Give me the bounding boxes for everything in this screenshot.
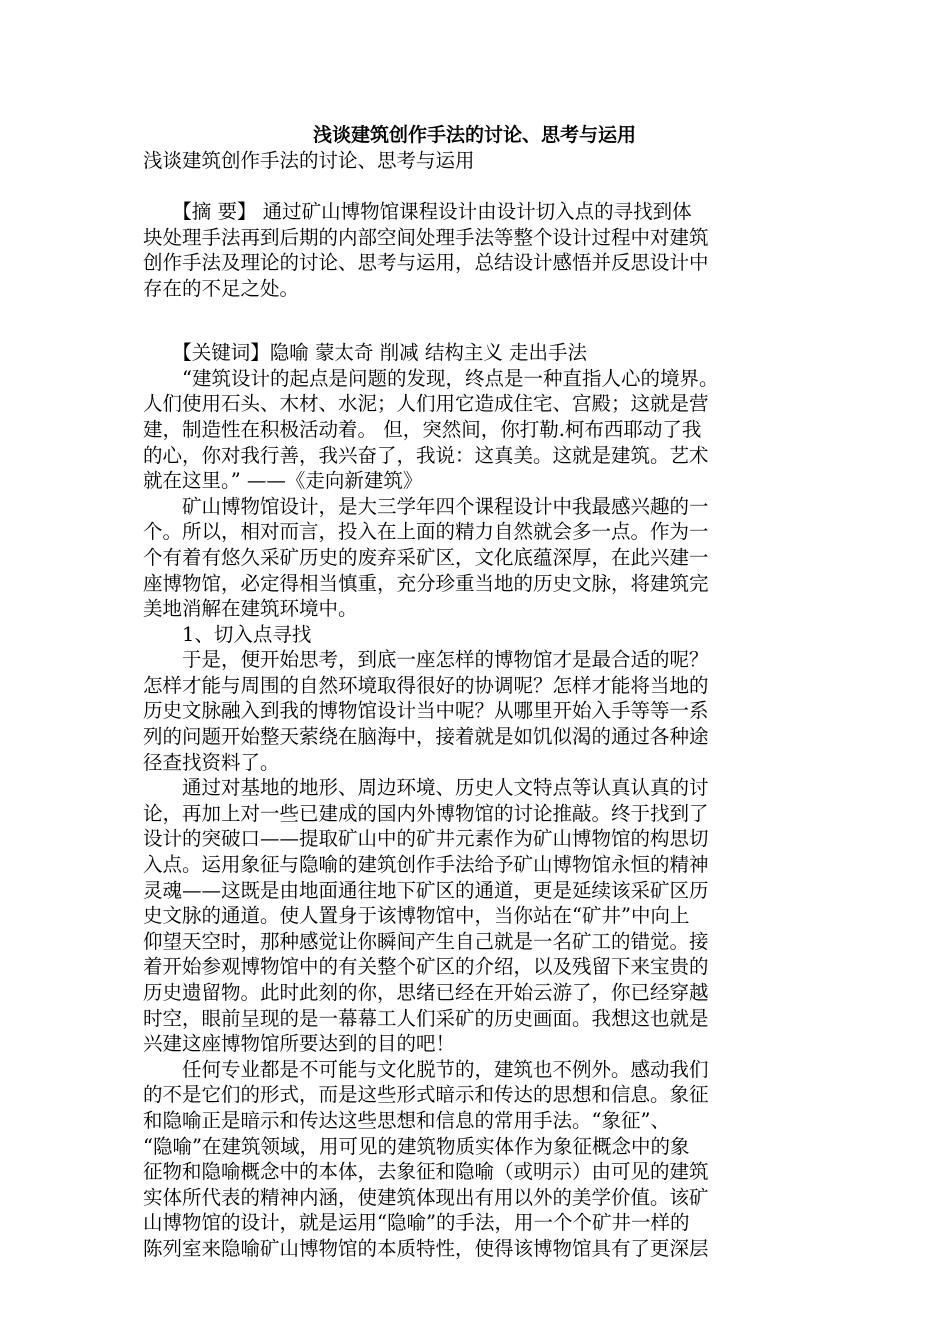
body-line: 个。所以，相对而言，投入在上面的精力自然就会多一点。作为一 <box>143 520 709 544</box>
document-title: 浅谈建筑创作手法的讨论、思考与运用 <box>312 124 636 146</box>
keywords-line: 【关键词】隐喻 蒙太奇 削减 结构主义 走出手法 <box>143 341 588 365</box>
body-line: 仰望天空时，那种感觉让你瞬间产生自己就是一名矿工的错觉。接 <box>143 929 709 953</box>
abstract-line: 块处理手法再到后期的内部空间处理手法等整个设计过程中对建筑 <box>143 225 709 249</box>
body-line: 矿山博物馆设计，是大三学年四个课程设计中我最感兴趣的一 <box>143 494 709 518</box>
paragraph-gap <box>143 302 806 328</box>
body-line: 列的问题开始整天萦绕在脑海中，接着就是如饥似渴的通过各种途 <box>143 725 709 749</box>
body-line: 就在这里。” ——《走向新建筑》 <box>143 469 423 493</box>
body-line: 论，再加上对一些已建成的国内外博物馆的讨论推敲。终于找到了 <box>143 801 709 825</box>
abstract-line: 存在的不足之处。 <box>143 276 300 300</box>
body-line: 史文脉的通道。使人置身于该博物馆中，当你站在“矿井”中向上 <box>143 904 690 928</box>
body-line: 历史文脉融入到我的博物馆设计当中呢？从哪里开始入手等等一系 <box>143 699 709 723</box>
body-line: 的心，你对我行善，我兴奋了，我说：这真美。这就是建筑。艺术 <box>143 443 709 467</box>
body-line: 设计的突破口——提取矿山中的矿井元素作为矿山博物馆的构思切 <box>143 827 709 851</box>
body-line: 实体所代表的精神内涵，使建筑体现出有用以外的美学价值。该矿 <box>143 1185 709 1209</box>
body-line: 陈列室来隐喻矿山博物馆的本质特性，使得该博物馆具有了更深层 <box>143 1236 709 1260</box>
body-line: “建筑设计的起点是问题的发现，终点是一种直指人心的境界。 <box>143 366 719 390</box>
body-line: 美地消解在建筑环境中。 <box>143 597 358 621</box>
body-line: 任何专业都是不可能与文化脱节的，建筑也不例外。感动我们 <box>143 1057 709 1081</box>
body-line: 时空，眼前呈现的是一幕幕工人们采矿的历史画面。我想这也就是 <box>143 1006 709 1030</box>
body-line: 和隐喻正是暗示和传达这些思想和信息的常用手法。“象征”、 <box>143 1108 670 1132</box>
abstract-block <box>143 199 806 301</box>
body-line: 怎样才能与周围的自然环境取得很好的协调呢？怎样才能将当地的 <box>143 673 709 697</box>
section-heading: 1、切入点寻找 <box>143 622 312 646</box>
body-line: 历史遗留物。此时此刻的你，思绪已经在开始云游了，你已经穿越 <box>143 981 709 1004</box>
body-line: 入点。运用象征与隐喻的建筑创作手法给予矿山博物馆永恒的精神 <box>143 853 709 877</box>
document-subtitle: 浅谈建筑创作手法的讨论、思考与运用 <box>143 149 475 172</box>
body-line: 通过对基地的地形、周边环境、历史人文特点等认真认真的讨 <box>143 776 709 800</box>
body-line: 灵魂——这既是由地面通往地下矿区的通道，更是延续该采矿区历 <box>143 878 709 902</box>
body-line: 人们使用石头、木材、水泥；人们用它造成住宅、宫殿；这就是营 <box>143 392 709 416</box>
paragraph-gap <box>143 327 806 340</box>
body-line: “隐喻”在建筑领域，用可见的建筑物质实体作为象征概念中的象 <box>143 1134 690 1158</box>
body-text <box>143 366 806 1262</box>
body-line: 个有着有悠久采矿历史的废弃采矿区，文化底蕴深厚，在此兴建一 <box>143 545 709 569</box>
body-line: 建，制造性在积极活动着。 但，突然间，你打勒.柯布西耶动了我 <box>143 417 702 441</box>
body-line: 的不是它们的形式，而是这些形式暗示和传达的思想和信息。象征 <box>143 1083 709 1107</box>
abstract-line: 【摘 要】 通过矿山博物馆课程设计由设计切入点的寻找到体 <box>143 200 692 224</box>
body-line: 于是，便开始思考，到底一座怎样的博物馆才是最合适的呢？ <box>143 648 709 672</box>
paragraph-gap <box>143 174 806 200</box>
body-line: 山博物馆的设计，就是运用“隐喻”的手法，用一个个矿井一样的 <box>143 1211 690 1235</box>
body-line: 径查找资料了。 <box>143 750 280 774</box>
body-line: 着开始参观博物馆中的有关整个矿区的介绍，以及残留下来宝贵的 <box>143 955 709 979</box>
abstract-line: 创作手法及理论的讨论、思考与运用，总结设计感悟并反思设计中 <box>143 251 709 275</box>
body-line: 座博物馆，必定得相当慎重，充分珍重当地的历史文脉，将建筑完 <box>143 571 709 595</box>
body-line: 征物和隐喻概念中的本体，去象征和隐喻（或明示）由可见的建筑 <box>143 1160 709 1184</box>
body-line: 兴建这座博物馆所要达到的目的吧！ <box>143 1032 456 1056</box>
document-page <box>143 122 806 1262</box>
